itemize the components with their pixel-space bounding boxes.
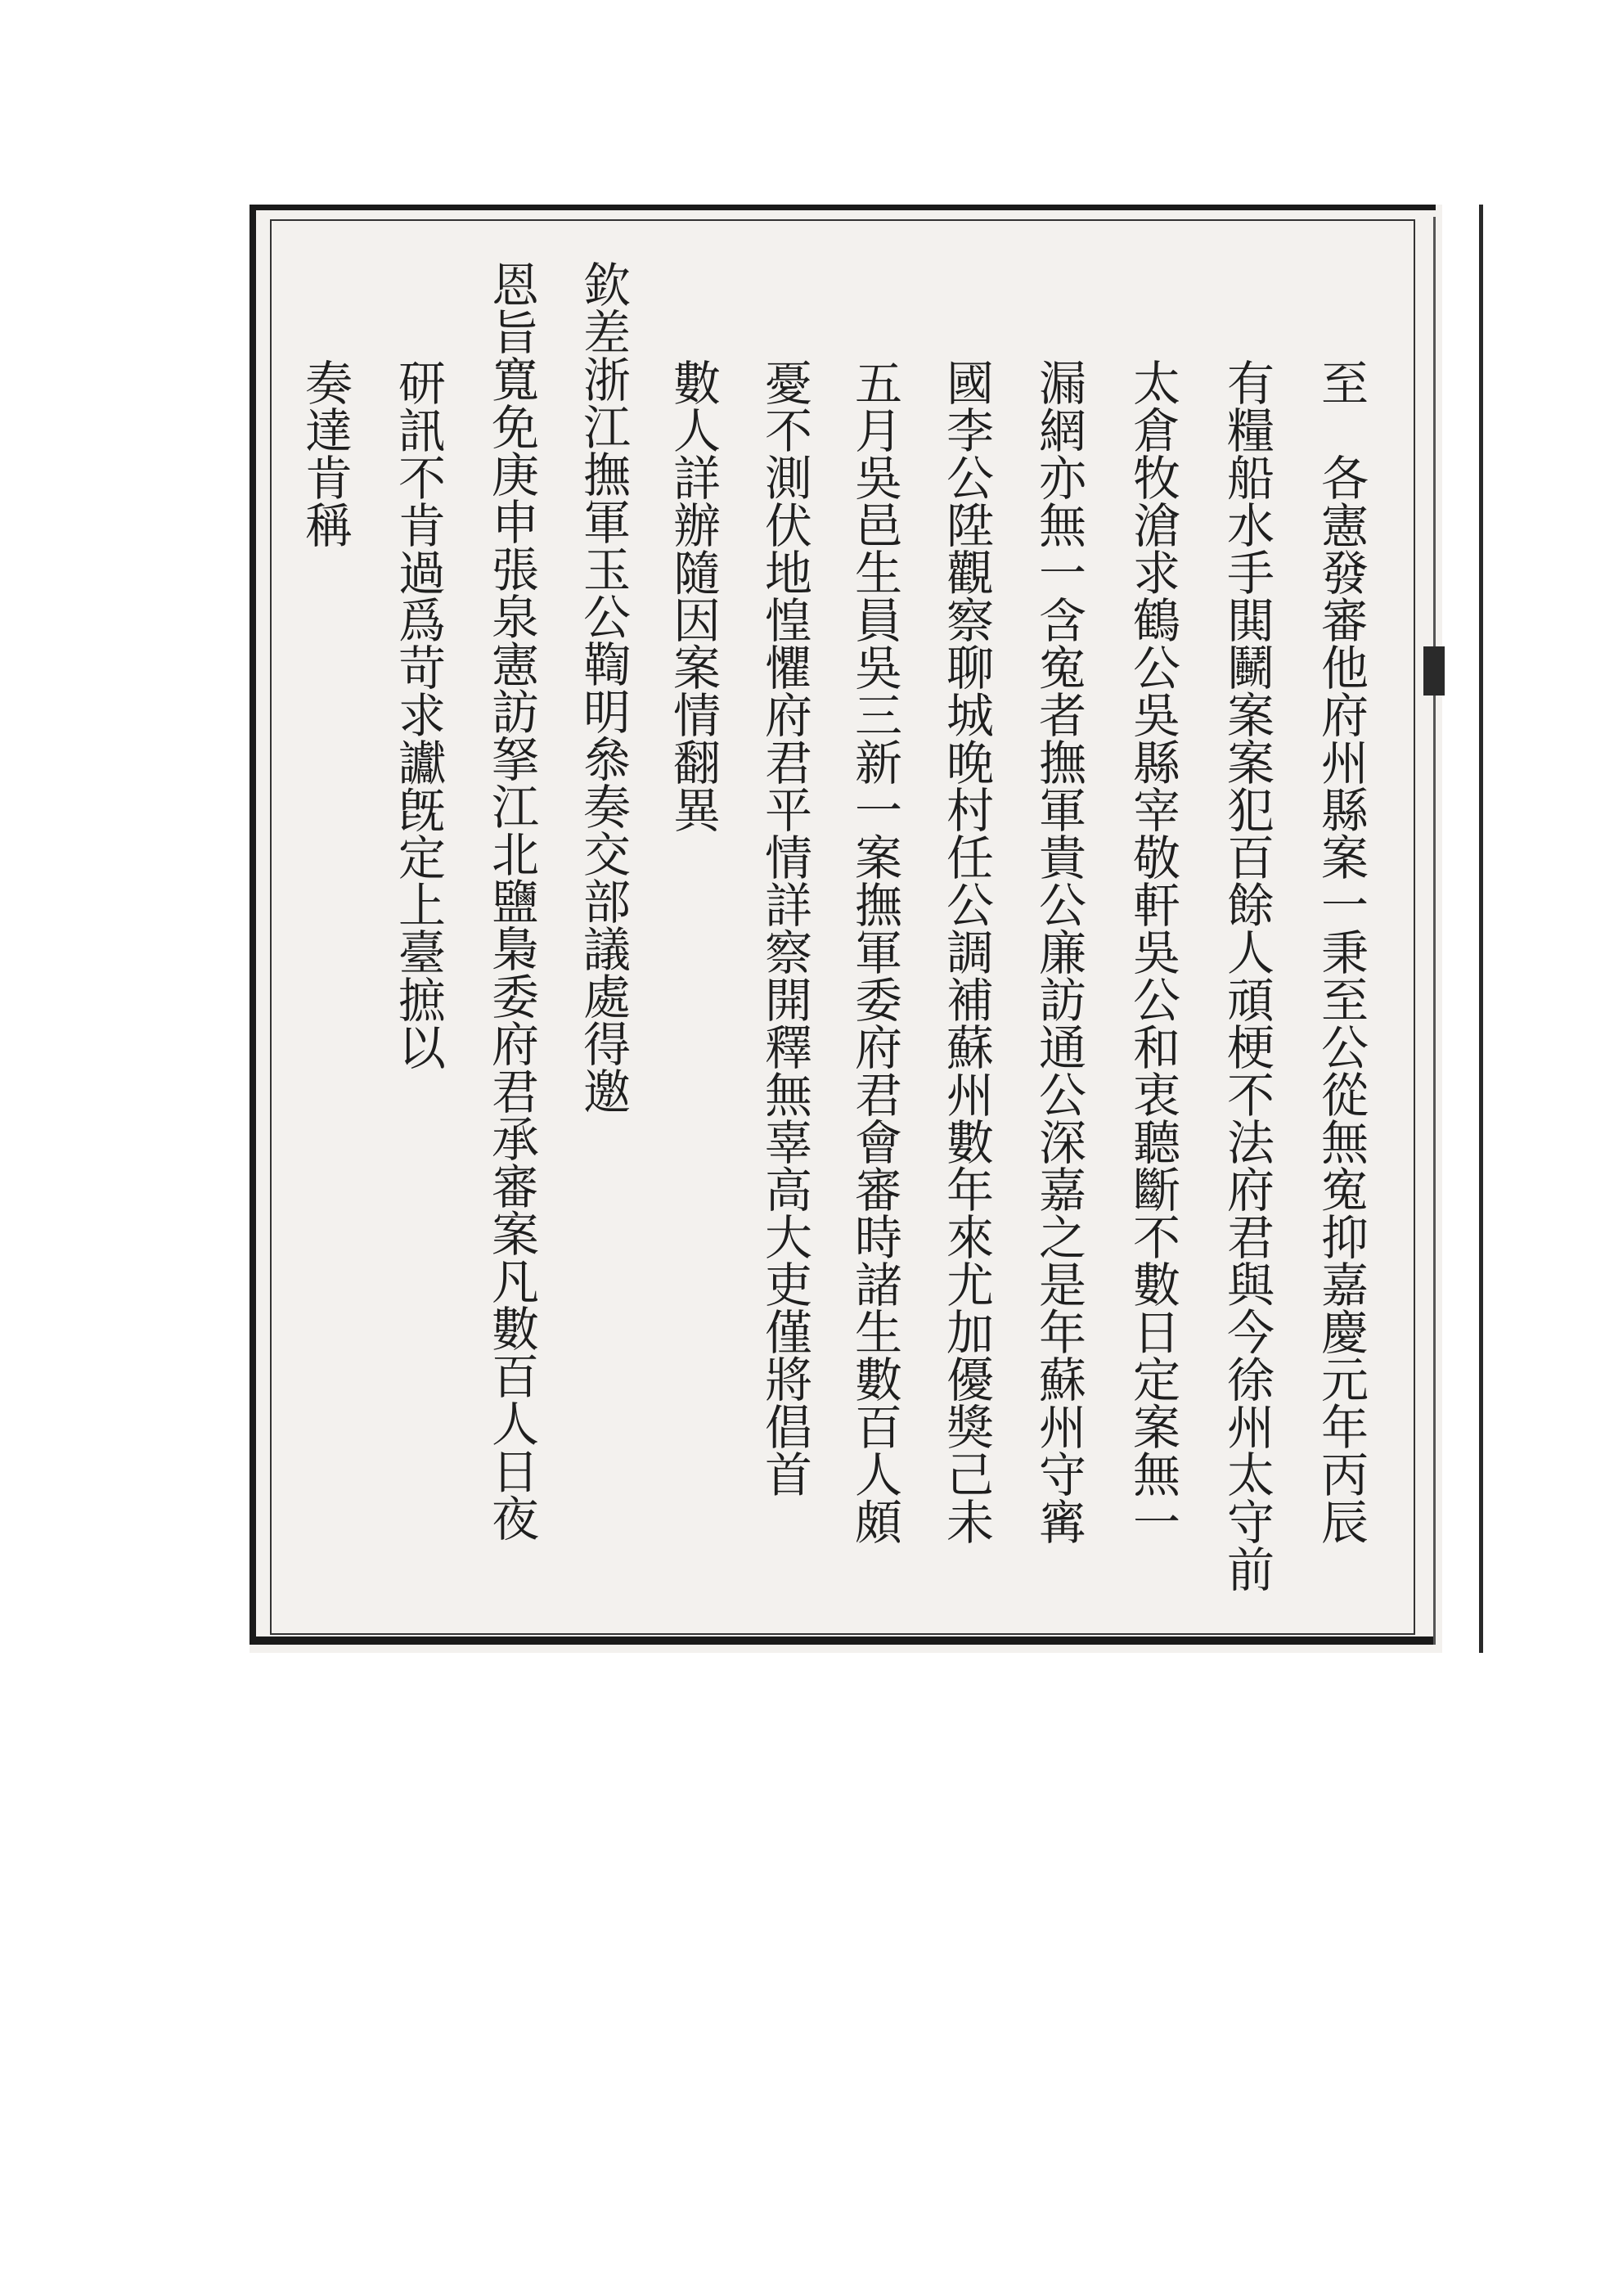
text-column-2: 有糧船水手閧鬭案案犯百餘人頑梗不法府君與今徐州太守前 (1219, 358, 1275, 1592)
text-column-1: 至 各憲發審他府州縣案一秉至公從無寃抑嘉慶元年丙辰 (1313, 358, 1369, 1545)
text-column-8: 數人詳辦隨因案情翻異 (665, 358, 721, 833)
fold-line (1433, 217, 1436, 1645)
text-column-12: 奏達肯稱 (297, 358, 353, 548)
text-column-3: 太倉牧滄求鶴公吳縣宰敬軒吳公和衷聽斷不數日定案無一 (1125, 358, 1180, 1545)
text-column-11: 研訊不肯過爲苛求讞旣定上臺摭以 (390, 358, 446, 1070)
binding-mark (1423, 646, 1445, 696)
text-column-6: 五月吳邑生員吳三新一案撫軍委府君會審時諸生數百人頗 (847, 358, 902, 1545)
page-edge (1479, 205, 1483, 1653)
text-column-4: 漏網亦無一含寃者撫軍貴公廉訪通公深嘉之是年蘇州守寗 (1031, 358, 1086, 1545)
text-column-5: 國李公陞觀察聊城晚村任公調補蘇州數年來尤加優獎己未 (938, 358, 994, 1545)
text-column-7: 憂不測伏地惶懼府君平情詳察開釋無辜高大吏僅將倡首 (757, 358, 812, 1497)
text-column-10: 恩旨寬免庚申張泉憲訪拏江北鹽梟委府君承審案凡數百人日夜 (483, 260, 539, 1542)
text-column-9: 欽差浙江撫軍玉公鞫明叅奏交部議處得邀 (575, 260, 631, 1114)
